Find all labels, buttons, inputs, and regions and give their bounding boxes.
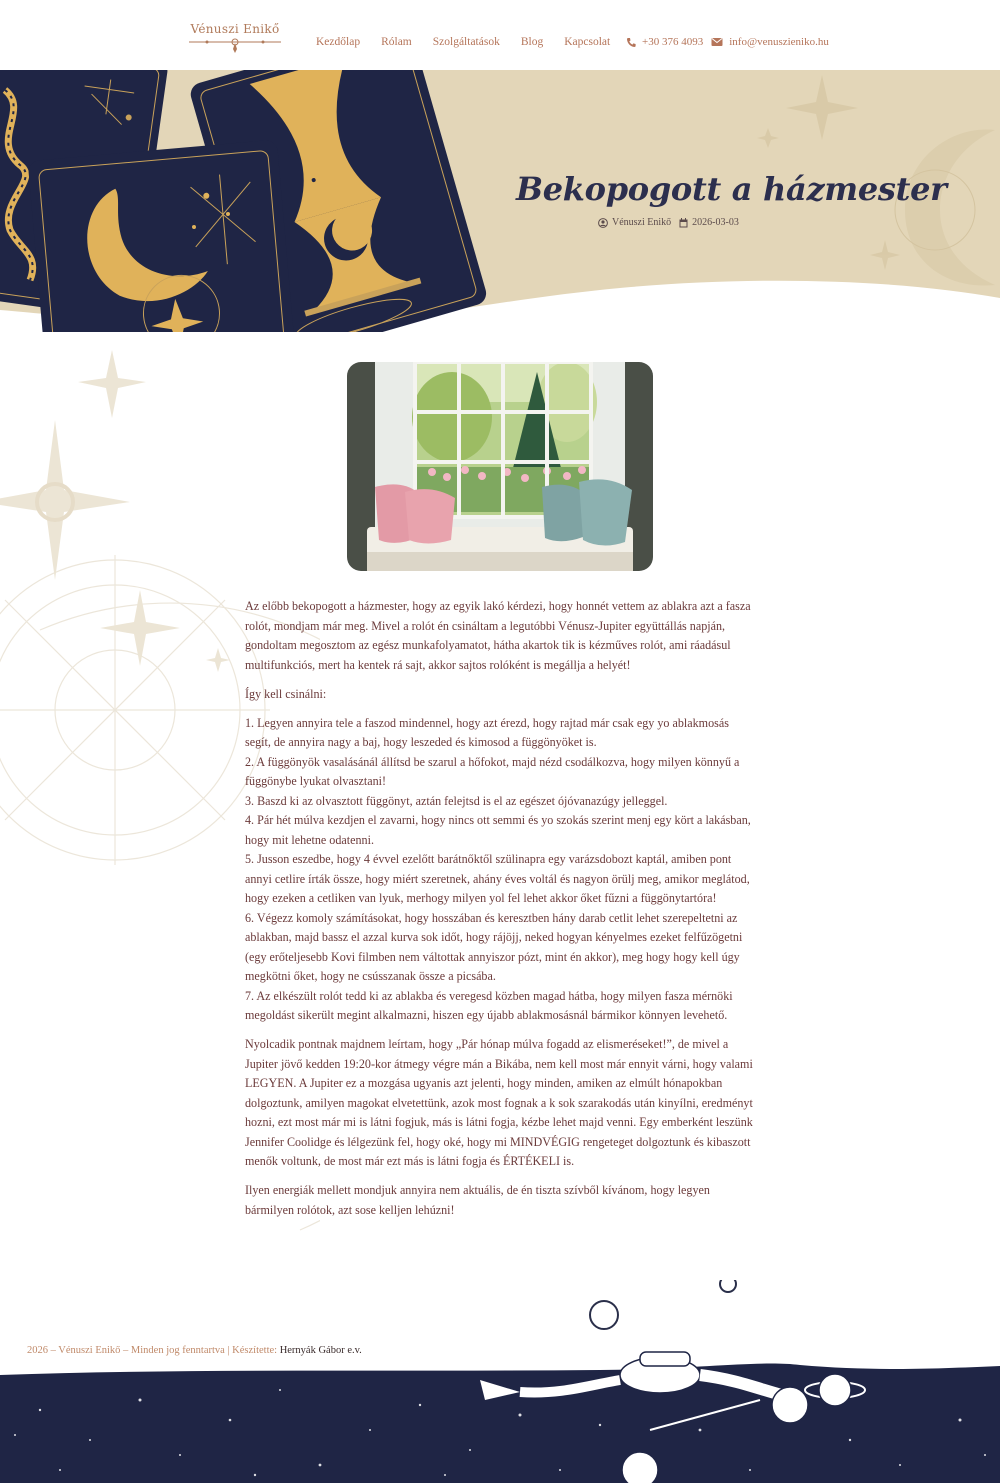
email-icon (711, 37, 723, 47)
footer-illustration (0, 1280, 1000, 1483)
nav-blog[interactable]: Blog (520, 36, 544, 48)
post-title: Bekopogott a házmester (516, 170, 947, 208)
site-logo[interactable] (185, 22, 285, 62)
hero-banner (0, 70, 1000, 332)
post-author[interactable] (598, 217, 671, 228)
logo-text: Vénuszi Enikő (190, 22, 280, 36)
featured-image (347, 362, 653, 571)
nav-about[interactable]: Rólam (381, 36, 412, 48)
post-date (679, 217, 739, 228)
nav-home[interactable]: Kezdőlap (316, 36, 361, 48)
footer-copyright-text: 2026 – Vénuszi Enikő – Minden jog fenntartva | Készítette: (27, 1345, 278, 1356)
article-paragraph: Nyolcadik pontnak majdnem leírtam, hogy „Pár hónap múlva fogadd az elismeréseket!”, de mivel a Jupiter jövő kedden 19:20-kor átmegy végre mán a Bikába, nem kell most már ennyit várni, hogy valami LEGYEN. A Jupiter ez a mozgása ugyanis azt jelenti, hogy minden, amiken az elmúlt hónapokban dolgoztunk, amilyen magokat elvetettünk, azok most fognak a k sok szarakodás után kinyílni, eredményt hozni, ezt most már mi is látni fogjuk, más is látni fogja, kézbe lehet majd venni. Egy emberként leszünk Jennifer Coolidge és lélgezünk fel, hogy oké, hogy mi MINDVÉGIG rengeteget dolgoztunk és kibaszott menők voltunk, de most már ezt más is látni fogja és ÉRTÉKELI is. (245, 1037, 753, 1168)
step-item: 1. Legyen annyira tele a faszod mindennel, hogy azt érezd, hogy rajtad már csak egy yo ablakmosás segít, de annyira nagy a baj, hogy leszeded és kimosod a függönyöket is. (245, 715, 729, 749)
article-steps (245, 714, 755, 1026)
step-item: 6. Végezz komoly számításokat, hogy hosszában és keresztben hány darab cetlit lehet szerepeltetni az ablakban, majd bassz el azzal kurva sok időt, hogy rájöjj, neked hogyan kényelmes ezeket felfűzögetni (egy erőteljesebb Kovi filmben nem váltottak annyiszor pózt, mint én akkor), meg hogy hogy kell úgy megkötni őket, hogy ne csússzanak össze a picsába. (245, 910, 743, 983)
phone-icon (626, 37, 636, 48)
calendar-icon (679, 218, 688, 228)
article-intro: Az előbb bekopogott a házmester, hogy az egyik lakó kérdezi, hogy honnét vettem az ablakra azt a fasza rolót, mondjam már meg. Mivel a rolót én csináltam a legutóbbi Vénusz-Jupiter együttállás napján, gondoltam megosztom az egész munkafolyamatot, hátha akartok tik is kézműves rolót, ami ráadásul multifunkciós, mert ha kentek rá sajt, akkor sajtos rolóként is megállja a helyét! (245, 599, 751, 672)
header-contact (626, 36, 837, 48)
nav-services[interactable]: Szolgáltatások (432, 36, 500, 48)
step-item: 4. Pár hét múlva kezdjen el zavarni, hogy nincs ott semmi és yo szokás szerint menj egy kört a lakásban, hogy mit lehetne odatenni. (245, 813, 751, 847)
logo-ornament-icon (185, 37, 285, 53)
step-item: 7. Az elkészült rolót tedd ki az ablakba és veregesd közben magad hátba, hogy milyen fasza mérnöki megoldást sikerült megint alkalmazni, hiszen egy újabb ablakmosásnál bármikor könnyen levehető. (245, 988, 733, 1022)
user-icon (598, 218, 608, 228)
post-author-name: Vénuszi Enikő (612, 217, 672, 228)
article-howto: Így kell csinálni: (245, 686, 327, 701)
main-nav (316, 36, 631, 48)
step-item: 5. Jusson eszedbe, hogy 4 évvel ezelőtt barátnőktől szülinapra egy varázsdobozt kaptál, amiben pont annyi cetlire írták össze, hogy miért szeretnek, ahány éves voltál és nagyon örülj meg, amikor meglátod, hogy ezeken a cetliken van lyuk, merhogy milyen yol fel lehet akkor őket fűzni a függönytartóra! (245, 852, 750, 905)
post-meta (598, 217, 747, 228)
post-date-text: 2026-03-03 (692, 217, 739, 228)
email-link[interactable] (711, 36, 829, 48)
phone-link[interactable] (626, 36, 703, 48)
nav-contact[interactable]: Kapcsolat (564, 36, 611, 48)
phone-number: +30 376 4093 (642, 36, 704, 48)
footer-copyright (27, 1345, 362, 1356)
step-item: 2. A függönyök vasalásánál állítsd be szarul a hőfokot, majd nézd csodálkozva, hogy milyen könnyű a függönybe lyukat olvasztani! (245, 754, 740, 788)
footer-credit-link[interactable]: Hernyák Gábor e.v. (279, 1345, 362, 1356)
site-header (0, 0, 1000, 70)
email-address: info@venuszieniko.hu (729, 36, 829, 48)
step-item: 3. Baszd ki az olvasztott függönyt, aztán felejtsd is el az egészet ójóvanazúgy jelleggel. (245, 793, 668, 808)
article-body (245, 597, 755, 1230)
article-closing: Ilyen energiák mellett mondjuk annyira nem aktuális, de én tiszta szívből kívánom, hogy legyen bármilyen rolótok, azt sose kelljen lehúzni! (245, 1183, 710, 1217)
